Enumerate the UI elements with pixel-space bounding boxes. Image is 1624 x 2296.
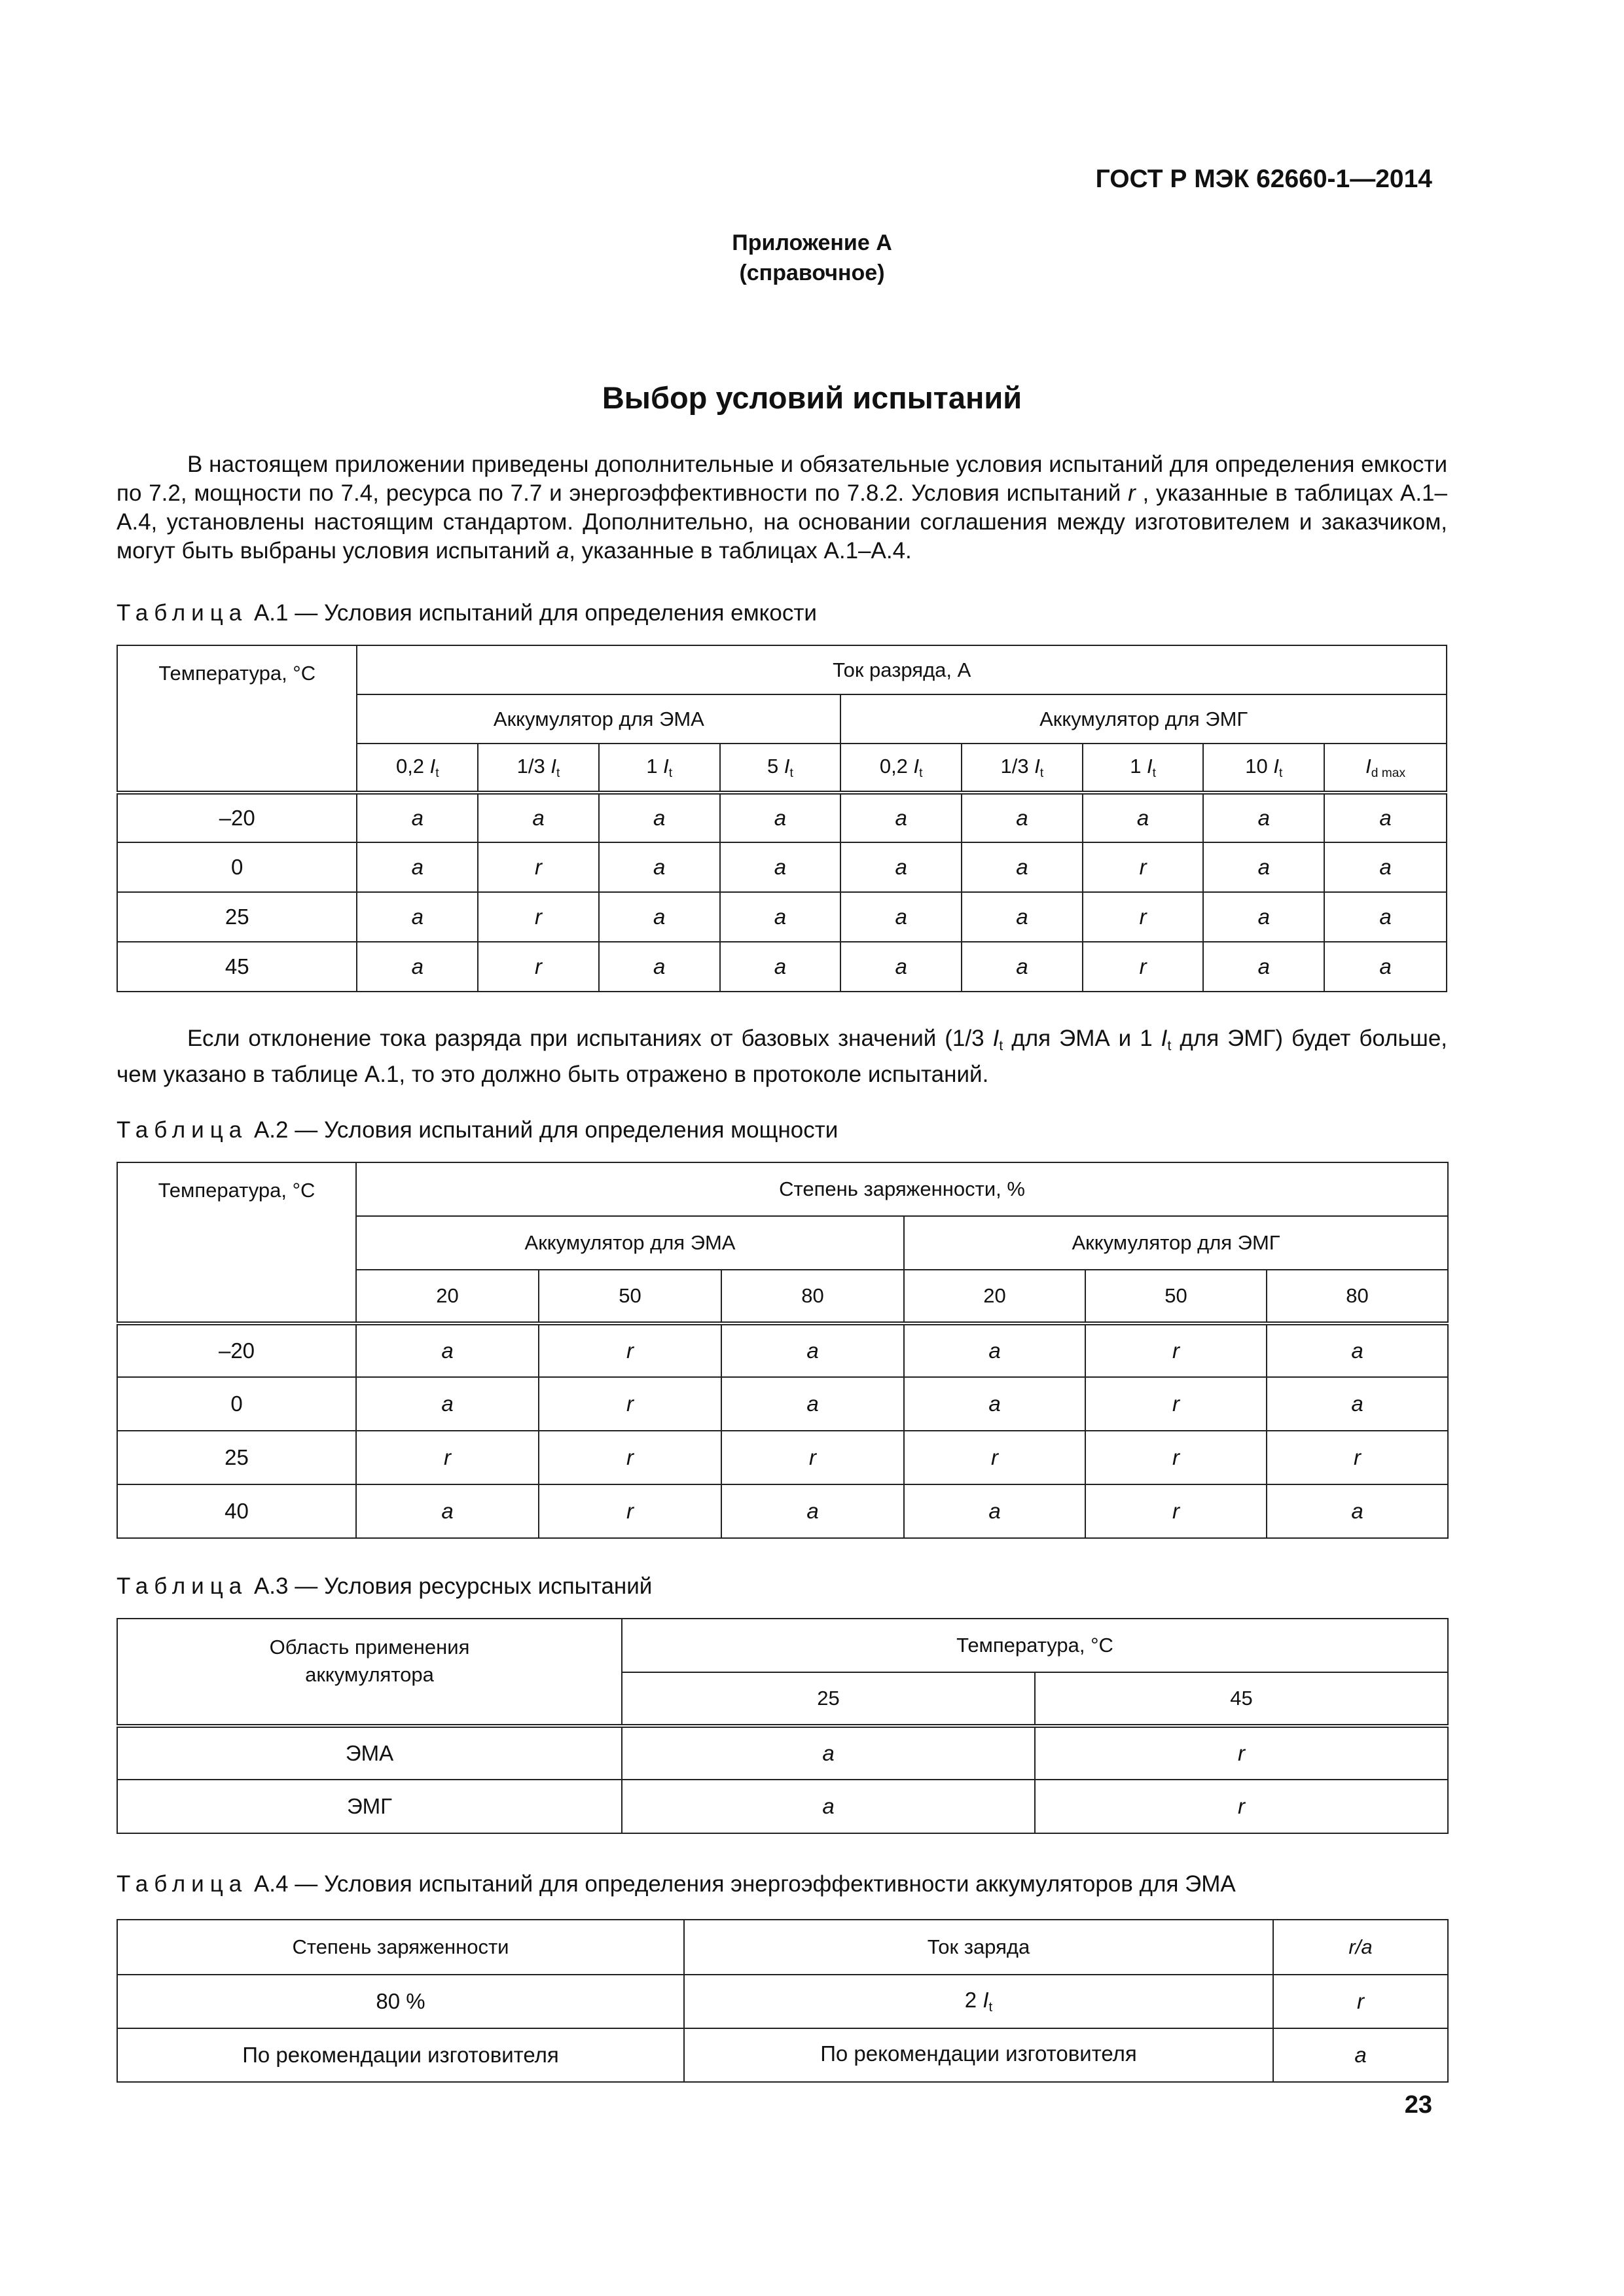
col-header-symbol: I	[663, 754, 669, 778]
condition-cell: a	[357, 942, 478, 992]
col-header-number: 1	[646, 754, 664, 778]
col-header-number: 1	[1130, 754, 1147, 778]
condition-cell: a	[1324, 842, 1447, 892]
table-row	[117, 1726, 1448, 1780]
col-header-symbol: I	[1365, 754, 1371, 778]
condition-cell: r	[1035, 1726, 1448, 1780]
col-header-subscript: t	[556, 766, 560, 780]
table2-soc-header: Степень заряженности, %	[356, 1162, 1448, 1216]
table-row	[117, 1780, 1448, 1833]
table-row	[117, 1484, 1448, 1538]
table1-group-ema: Аккумулятор для ЭМА	[357, 694, 840, 744]
table4	[117, 1919, 1449, 2083]
table4-caption-text: А.4 — Условия испытаний для определения энергоэффективности аккумуляторов для ЭМА	[247, 1871, 1236, 1897]
table2-body	[117, 1323, 1448, 1538]
table3-col-header: 45	[1035, 1672, 1448, 1726]
condition-cell: a	[962, 793, 1083, 842]
table2-caption-text: А.2 — Условия испытаний для определения мощности	[247, 1117, 839, 1143]
note-text-2: для ЭМА и 1	[1003, 1026, 1161, 1051]
col-header-subscript: t	[435, 766, 439, 780]
table4-current-header: Ток заряда	[684, 1920, 1273, 1975]
table1-col-header	[357, 744, 478, 793]
condition-cell: r	[1085, 1431, 1267, 1484]
table2-col-header: 20	[904, 1270, 1085, 1323]
note-paragraph	[117, 1024, 1447, 1089]
temperature-cell: –20	[117, 1323, 356, 1377]
temperature-cell: 0	[117, 1377, 356, 1431]
application-area-cell: ЭМГ	[117, 1780, 622, 1833]
intro-text-2: , указанные в таблицах А.1–А.4, установлены настоящим стандартом. Дополнительно, на основании соглашения между изготовителем и заказчиком, могут быть выбраны условия испытаний	[117, 480, 1447, 564]
charge-current-cell	[684, 1975, 1273, 2028]
condition-cell: a	[720, 892, 841, 942]
table3-temperature-header: Температура, °С	[622, 1619, 1448, 1672]
table2-caption-prefix: Таблица	[117, 1117, 248, 1143]
temperature-cell: 25	[117, 892, 357, 942]
condition-cell: a	[357, 892, 478, 942]
condition-cell: a	[962, 892, 1083, 942]
condition-cell: a	[622, 1780, 1035, 1833]
col-header-subscript: t	[789, 766, 793, 780]
table1-col-header	[1324, 744, 1447, 793]
condition-cell: a	[1083, 793, 1204, 842]
col-header-number: 10	[1245, 754, 1274, 778]
table-row	[117, 1323, 1448, 1377]
temperature-cell: 40	[117, 1484, 356, 1538]
condition-cell: r	[356, 1431, 539, 1484]
note-symbol-1: I	[992, 1026, 1000, 1051]
table-row	[117, 1377, 1448, 1431]
condition-cell: r	[721, 1431, 904, 1484]
condition-cell: a	[721, 1484, 904, 1538]
current-number: 2	[964, 1987, 983, 2012]
col-header-number: 1/3	[516, 754, 551, 778]
table2-col-header: 50	[539, 1270, 721, 1323]
current-number: По рекомендации изготовителя	[820, 2041, 1137, 2066]
col-header-symbol: I	[1147, 754, 1153, 778]
table2-group-ema: Аккумулятор для ЭМА	[356, 1216, 904, 1270]
table1-col-header	[720, 744, 841, 793]
condition-cell: a	[622, 1726, 1035, 1780]
document-id: ГОСТ Р МЭК 62660-1—2014	[1095, 165, 1432, 193]
intro-symbol-a: a	[556, 538, 569, 564]
table-row	[117, 1975, 1448, 2028]
condition-cell: r	[1273, 1975, 1448, 2028]
table1-caption	[117, 600, 817, 626]
table3-caption	[117, 1573, 652, 1600]
table1-body	[117, 793, 1447, 992]
condition-cell: a	[721, 1323, 904, 1377]
table1-col-header	[1203, 744, 1324, 793]
table3-area-header-line2: аккумулятора	[305, 1663, 434, 1686]
table1-col-header	[478, 744, 599, 793]
table3-body	[117, 1726, 1448, 1833]
col-header-symbol: I	[1273, 754, 1280, 778]
table3	[117, 1618, 1449, 1834]
table3-area-header-line1: Область применения	[269, 1636, 470, 1659]
condition-cell: a	[904, 1377, 1085, 1431]
condition-cell: a	[599, 842, 720, 892]
table3-col-header: 25	[622, 1672, 1035, 1726]
charge-current-cell	[684, 2028, 1273, 2082]
note-subscript-2: t	[1167, 1037, 1172, 1054]
col-header-number: 1/3	[1000, 754, 1035, 778]
condition-cell: r	[1083, 942, 1204, 992]
condition-cell: r	[1083, 842, 1204, 892]
condition-cell: a	[904, 1484, 1085, 1538]
col-header-subscript: d max	[1371, 766, 1406, 780]
temperature-cell: 0	[117, 842, 357, 892]
condition-cell: a	[478, 793, 599, 842]
condition-cell: a	[357, 793, 478, 842]
table2-temperature-header: Температура, °С	[117, 1162, 356, 1323]
condition-cell: r	[1085, 1323, 1267, 1377]
table3-caption-prefix: Таблица	[117, 1573, 248, 1599]
intro-paragraph	[117, 450, 1447, 565]
table1-col-header	[962, 744, 1083, 793]
table2-col-header: 80	[721, 1270, 904, 1323]
table1-col-header	[599, 744, 720, 793]
soc-cell: 80 %	[117, 1975, 684, 2028]
condition-cell: a	[720, 793, 841, 842]
condition-cell: a	[599, 942, 720, 992]
table1-caption-prefix: Таблица	[117, 600, 248, 626]
soc-cell: По рекомендации изготовителя	[117, 2028, 684, 2082]
condition-cell: a	[357, 842, 478, 892]
table4-caption-prefix: Таблица	[117, 1871, 248, 1897]
condition-cell: r	[478, 942, 599, 992]
condition-cell: a	[720, 942, 841, 992]
table2-col-header: 80	[1267, 1270, 1448, 1323]
col-header-subscript: t	[1039, 766, 1044, 780]
col-header-symbol: I	[1034, 754, 1040, 778]
table-row	[117, 2028, 1448, 2082]
condition-cell: a	[720, 842, 841, 892]
condition-cell: a	[1203, 942, 1324, 992]
condition-cell: a	[1267, 1484, 1448, 1538]
application-area-cell: ЭМА	[117, 1726, 622, 1780]
table1-temperature-header: Температура, °С	[117, 645, 357, 793]
col-header-number: 5	[767, 754, 784, 778]
condition-cell: r	[1085, 1377, 1267, 1431]
condition-cell: a	[962, 942, 1083, 992]
note-subscript-1: t	[999, 1037, 1003, 1054]
condition-cell: a	[356, 1323, 539, 1377]
table4-body	[117, 1975, 1448, 2082]
table2	[117, 1162, 1449, 1539]
table2-col-header: 20	[356, 1270, 539, 1323]
col-header-symbol: I	[913, 754, 920, 778]
col-header-subscript: t	[668, 766, 673, 780]
condition-cell: a	[1324, 942, 1447, 992]
page-title: Выбор условий испытаний	[602, 380, 1022, 415]
table1-current-header: Ток разряда, А	[357, 645, 1447, 694]
current-subscript: t	[988, 2000, 993, 2015]
table4-ra-header: r/a	[1273, 1920, 1448, 1975]
temperature-cell: 25	[117, 1431, 356, 1484]
condition-cell: r	[478, 892, 599, 942]
col-header-symbol: I	[550, 754, 557, 778]
condition-cell: a	[721, 1377, 904, 1431]
appendix-label: Приложение А	[732, 230, 892, 255]
condition-cell: a	[1324, 892, 1447, 942]
col-header-subscript: t	[919, 766, 923, 780]
table-row	[117, 1431, 1448, 1484]
note-symbol-2: I	[1161, 1026, 1168, 1051]
condition-cell: a	[840, 942, 962, 992]
table-row	[117, 942, 1447, 992]
condition-cell: r	[539, 1377, 721, 1431]
condition-cell: r	[539, 1323, 721, 1377]
note-text-3: для ЭМГ) будет больше, чем указано в таблице А.1, то это должно быть отражено в протоколе испытаний.	[117, 1026, 1448, 1087]
table1-group-emg: Аккумулятор для ЭМГ	[840, 694, 1447, 744]
col-header-subscript: t	[1279, 766, 1283, 780]
condition-cell: a	[1324, 793, 1447, 842]
current-symbol: I	[983, 1987, 989, 2012]
intro-text-1: В настоящем приложении приведены дополнительные и обязательные условия испытаний для определения емкости по 7.2, мощности по 7.4, ресурса по 7.7 и энергоэффективности по 7.8.2. Условия испытаний	[117, 452, 1447, 506]
condition-cell: r	[1267, 1431, 1448, 1484]
condition-cell: a	[904, 1323, 1085, 1377]
condition-cell: r	[539, 1431, 721, 1484]
col-header-symbol: I	[429, 754, 436, 778]
table3-caption-text: А.3 — Условия ресурсных испытаний	[247, 1573, 653, 1599]
condition-cell: r	[904, 1431, 1085, 1484]
condition-cell: a	[1267, 1323, 1448, 1377]
col-header-number: 0,2	[879, 754, 914, 778]
condition-cell: a	[1203, 842, 1324, 892]
col-header-subscript: t	[1152, 766, 1157, 780]
condition-cell: a	[840, 793, 962, 842]
col-header-number: 0,2	[395, 754, 430, 778]
table1-col-header	[1083, 744, 1204, 793]
table4-caption	[117, 1871, 1236, 1897]
condition-cell: a	[1203, 793, 1324, 842]
note-text-1: Если отклонение тока разряда при испытаниях от базовых значений (1/3	[187, 1026, 993, 1051]
table-row	[117, 892, 1447, 942]
condition-cell: a	[356, 1484, 539, 1538]
condition-cell: a	[840, 842, 962, 892]
condition-cell: r	[1083, 892, 1204, 942]
condition-cell: a	[599, 793, 720, 842]
condition-cell: r	[478, 842, 599, 892]
condition-cell: a	[356, 1377, 539, 1431]
table-row	[117, 793, 1447, 842]
condition-cell: a	[1267, 1377, 1448, 1431]
table2-caption	[117, 1117, 838, 1143]
table3-area-header	[117, 1619, 622, 1726]
appendix-type: (справочное)	[739, 260, 885, 285]
table4-soc-header: Степень заряженности	[117, 1920, 684, 1975]
intro-symbol-r: r	[1128, 480, 1136, 506]
table-row	[117, 842, 1447, 892]
intro-text-3: , указанные в таблицах А.1–А.4.	[569, 538, 912, 564]
col-header-symbol: I	[784, 754, 790, 778]
condition-cell: a	[840, 892, 962, 942]
condition-cell: a	[1273, 2028, 1448, 2082]
table1-col-header	[840, 744, 962, 793]
condition-cell: a	[1203, 892, 1324, 942]
table2-col-header: 50	[1085, 1270, 1267, 1323]
temperature-cell: 45	[117, 942, 357, 992]
table1-caption-text: А.1 — Условия испытаний для определения емкости	[247, 600, 817, 626]
page-number: 23	[1404, 2091, 1432, 2119]
condition-cell: a	[962, 842, 1083, 892]
condition-cell: r	[539, 1484, 721, 1538]
condition-cell: r	[1085, 1484, 1267, 1538]
condition-cell: r	[1035, 1780, 1448, 1833]
condition-cell: a	[599, 892, 720, 942]
table2-group-emg: Аккумулятор для ЭМГ	[904, 1216, 1448, 1270]
table1	[117, 645, 1447, 992]
temperature-cell: –20	[117, 793, 357, 842]
